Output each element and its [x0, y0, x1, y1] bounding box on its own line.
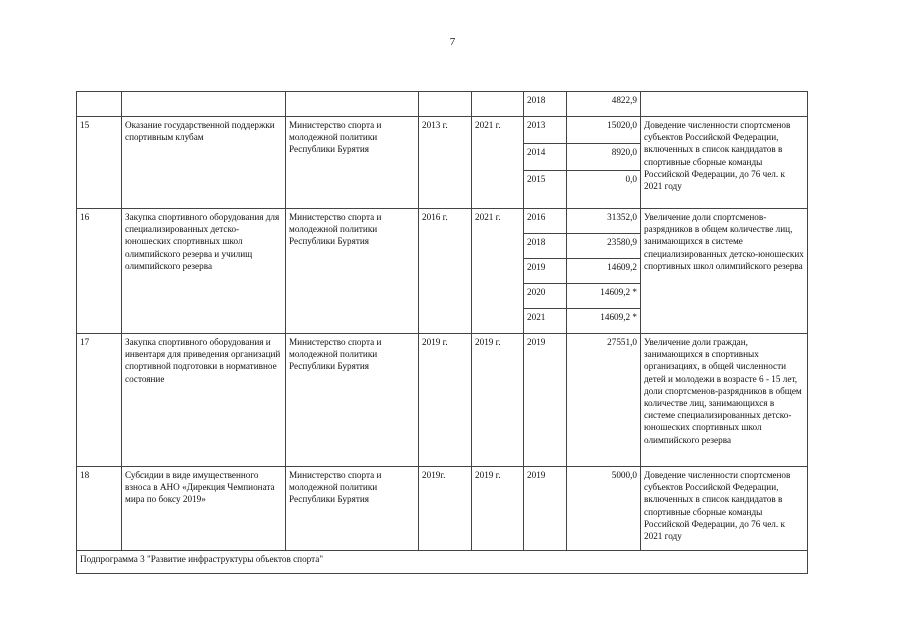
cell-year: 2016: [524, 209, 567, 234]
cell-executor: Министерство спорта и молодежной политики Республики Бурятия: [286, 209, 419, 334]
cell-amount: 14609,2 *: [567, 284, 641, 309]
cell-year: 2018: [524, 234, 567, 259]
cell-executor: [286, 92, 419, 117]
cell-end: 2021 г.: [472, 117, 524, 209]
program-measures-table: [76, 91, 808, 574]
cell-name: Закупка спортивного оборудования для специализированных детско-юношеских спортивных школ олимпийского резерва и училищ олимпийского резерва: [122, 209, 286, 334]
subprogram-title: Подпрограмма 3 "Развитие инфраструктуры объектов спорта": [77, 551, 808, 574]
cell-result: Увеличение доли граждан, занимающихся в спортивных организациях, в общей численности детей и молодежи в возрасте 6 - 15 лет, доли спортсменов-разрядников в общем количестве лиц, занимающихся в системе специализированных детско-юношеских спортивных школ олимпийского резерва: [641, 334, 808, 467]
cell-num: 15: [77, 117, 122, 209]
cell-num: [77, 92, 122, 117]
cell-year: 2013: [524, 117, 567, 144]
table-row: [77, 334, 808, 467]
cell-executor: Министерство спорта и молодежной политики Республики Бурятия: [286, 334, 419, 467]
cell-end: 2019 г.: [472, 334, 524, 467]
cell-amount: 5000,0: [567, 467, 641, 551]
table-row: [77, 117, 808, 144]
cell-year: 2015: [524, 171, 567, 209]
cell-amount: 8920,0: [567, 144, 641, 171]
cell-year: 2020: [524, 284, 567, 309]
cell-amount: 15020,0: [567, 117, 641, 144]
cell-amount: 27551,0: [567, 334, 641, 467]
cell-num: 18: [77, 467, 122, 551]
cell-amount: 4822,9: [567, 92, 641, 117]
cell-amount: 14609,2: [567, 259, 641, 284]
subprogram-row: [77, 551, 808, 574]
cell-year: 2019: [524, 259, 567, 284]
cell-end: 2021 г.: [472, 209, 524, 334]
cell-year: 2019: [524, 467, 567, 551]
cell-result: [641, 92, 808, 117]
cell-name: Оказание государственной поддержки спортивным клубам: [122, 117, 286, 209]
cell-result: Доведение численности спортсменов субъектов Российской Федерации, включенных в список кандидатов в спортивные сборные команды Российской Федерации, до 76 чел. к 2021 году: [641, 117, 808, 209]
cell-num: 17: [77, 334, 122, 467]
cell-year: 2014: [524, 144, 567, 171]
table-row-continued: [77, 92, 808, 117]
cell-start: 2016 г.: [419, 209, 472, 334]
cell-name: [122, 92, 286, 117]
cell-amount: 31352,0: [567, 209, 641, 234]
cell-year: 2021: [524, 309, 567, 334]
table-row: [77, 467, 808, 551]
cell-end: [472, 92, 524, 117]
cell-executor: Министерство спорта и молодежной политики Республики Бурятия: [286, 467, 419, 551]
cell-year: 2018: [524, 92, 567, 117]
cell-num: 16: [77, 209, 122, 334]
cell-amount: 14609,2 *: [567, 309, 641, 334]
cell-executor: Министерство спорта и молодежной политики Республики Бурятия: [286, 117, 419, 209]
cell-start: 2013 г.: [419, 117, 472, 209]
cell-year: 2019: [524, 334, 567, 467]
cell-start: 2019г.: [419, 467, 472, 551]
cell-amount: 23580,9: [567, 234, 641, 259]
cell-end: 2019 г.: [472, 467, 524, 551]
cell-result: Увеличение доли спортсменов-разрядников в общем количестве лиц, занимающихся в системе специализированных детско-юношеских спортивных школ олимпийского резерва: [641, 209, 808, 334]
page-number: 7: [449, 36, 456, 48]
cell-name: Субсидии в виде имущественного взноса в АНО «Дирекция Чемпионата мира по боксу 2019»: [122, 467, 286, 551]
cell-start: [419, 92, 472, 117]
cell-amount: 0,0: [567, 171, 641, 209]
table-row: [77, 209, 808, 234]
cell-name: Закупка спортивного оборудования и инвентаря для приведения организаций спортивной подготовки в нормативное состояние: [122, 334, 286, 467]
cell-result: Доведение численности спортсменов субъектов Российской Федерации, включенных в список кандидатов в спортивные сборные команды Российской Федерации, до 76 чел. к 2021 году: [641, 467, 808, 551]
cell-start: 2019 г.: [419, 334, 472, 467]
